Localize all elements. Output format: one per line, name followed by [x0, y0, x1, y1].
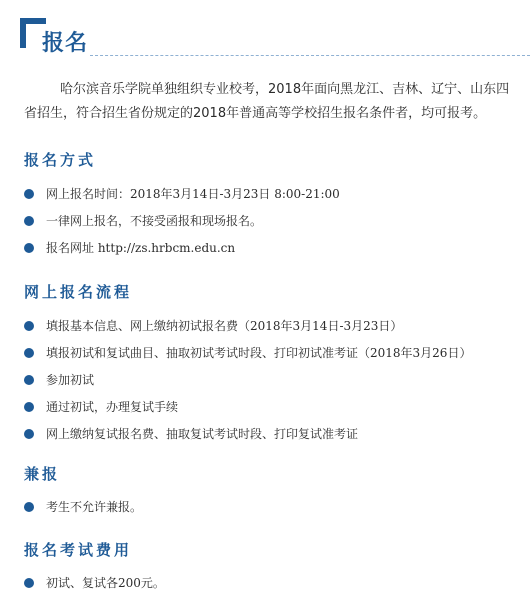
list-item-text: 参加初试: [46, 373, 95, 387]
list-item-text: 通过初试，办理复试手续: [46, 400, 179, 414]
section-title-online-process: 网上报名流程: [24, 283, 133, 301]
list-item: [24, 424, 358, 444]
dotted-divider: [90, 55, 530, 56]
list-item: [24, 184, 340, 204]
bullet-icon: [24, 375, 34, 385]
section-header: [20, 18, 515, 58]
section-title-exam-fees: 报名考试费用: [24, 541, 133, 559]
section-title-concurrent-application: 兼报: [24, 465, 61, 483]
bullet-icon: [24, 189, 34, 199]
page-title: 报名: [42, 31, 89, 56]
bullet-icon: [24, 216, 34, 226]
intro-paragraph: 哈尔滨音乐学院单独组织专业校考，2018年面向黑龙江、吉林、辽宁、山东四省招生，符合招生省份规定的2018年普通高等学校招生报名条件者，均可报考。: [24, 82, 510, 121]
list-item: [24, 497, 142, 517]
list-item-text: 初试、复试各200元。: [46, 576, 165, 590]
bullet-icon: [24, 243, 34, 253]
list-item: [24, 343, 471, 363]
list-item: [24, 211, 262, 231]
list-item: [24, 316, 402, 336]
list-item-text: 填报初试和复试曲目、抽取初试考试时段、打印初试准考证（2018年3月26日）: [46, 346, 472, 360]
list-item-text: 报名网址 http://zs.hrbcm.edu.cn: [46, 241, 236, 255]
list-item-text: 一律网上报名，不接受函报和现场报名。: [46, 214, 263, 228]
list-item-text: 考生不允许兼报。: [46, 500, 143, 514]
list-item: [24, 397, 178, 417]
list-item-text: 网上报名时间：2018年3月14日-3月23日 8:00-21:00: [46, 187, 340, 201]
bullet-icon: [24, 321, 34, 331]
bullet-icon: [24, 429, 34, 439]
list-item-text: 填报基本信息、网上缴纳初试报名费（2018年3月14日-3月23日）: [46, 319, 403, 333]
list-item: [24, 573, 165, 593]
list-item-text: 网上缴纳复试报名费、抽取复试考试时段、打印复试准考证: [46, 427, 359, 441]
list-item: [24, 238, 235, 258]
list-item: [24, 370, 94, 390]
bullet-icon: [24, 502, 34, 512]
bullet-icon: [24, 348, 34, 358]
section-title-registration-method: 报名方式: [24, 151, 97, 169]
bullet-icon: [24, 402, 34, 412]
bullet-icon: [24, 578, 34, 588]
